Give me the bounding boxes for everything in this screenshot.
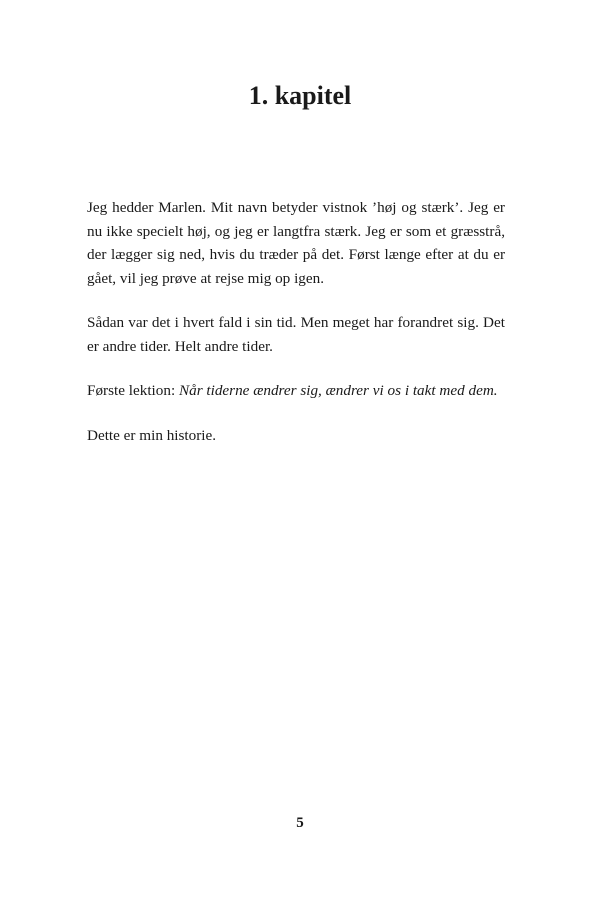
paragraph-story: Dette er min historie. [87, 426, 217, 444]
paragraph-lesson [87, 379, 505, 403]
lesson-label: Første lektion: [87, 382, 179, 399]
page-number: 5 [296, 815, 304, 831]
lesson-text: Når tiderne ændrer sig, ændrer vi os i takt med dem. [178, 382, 498, 399]
chapter-title: 1. kapitel [248, 81, 352, 110]
paragraph-intro: Jeg hedder Marlen. Mit navn betyder vistnok ’høj og stærk’. Jeg er nu ikke specielt høj, og jeg er langtfra stærk. Jeg er som et græsstrå, der lægger sig ned, hvis du træder på det. Først længe efter at du er gået, vil jeg prøve at rejse mig op igen. [87, 199, 505, 287]
paragraph-changes: Sådan var det i hvert fald i sin tid. Men meget har forandret sig. Det er andre tider. Helt andre tider. [87, 314, 505, 355]
chapter-body [87, 196, 505, 468]
